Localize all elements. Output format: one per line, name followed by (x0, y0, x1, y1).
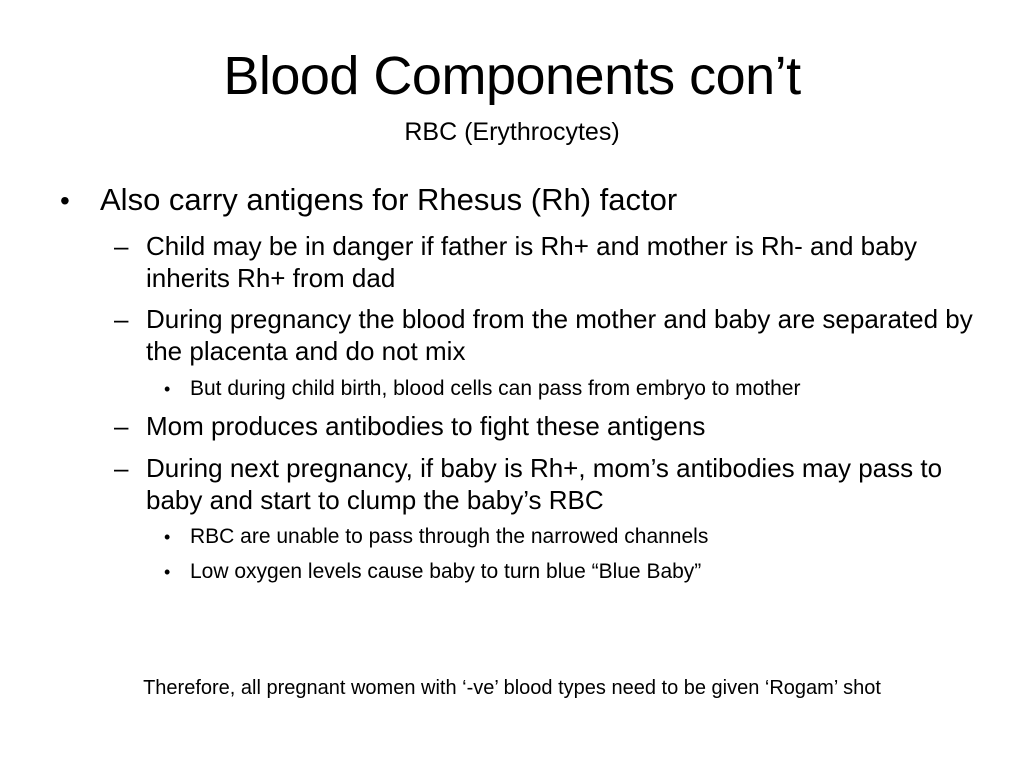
bullet-dot-icon: • (164, 562, 171, 582)
dash-bullet-icon: – (114, 411, 129, 441)
bullet-level3-blue-baby: Low oxygen levels cause baby to turn blue “Blue Baby” (190, 560, 702, 583)
bullet-dot-icon: • (164, 527, 171, 547)
slide-footer-note: Therefore, all pregnant women with ‘-ve’ blood types need to be given ‘Rogam’ shot (143, 677, 881, 699)
dash-bullet-icon: – (114, 304, 129, 334)
bullet-level2-placenta: During pregnancy the blood from the mother and baby are separated by the placenta and do not mix (146, 304, 973, 366)
bullet-level2-next-pregnancy: During next pregnancy, if baby is Rh+, mom’s antibodies may pass to baby and start to clump the baby’s RBC (146, 453, 943, 515)
slide-title: Blood Components con’t (223, 46, 801, 106)
bullet-level2-antibodies: Mom produces antibodies to fight these antigens (146, 411, 706, 441)
bullet-level3-narrowed-channels: RBC are unable to pass through the narrowed channels (190, 525, 709, 548)
bullet-level2-child-danger: Child may be in danger if father is Rh+ and mother is Rh- and baby inherits Rh+ from dad (146, 231, 918, 293)
dash-bullet-icon: – (114, 453, 129, 483)
bullet-level3-child-birth: But during child birth, blood cells can pass from embryo to mother (190, 377, 801, 400)
bullet-dot-icon: • (60, 185, 70, 216)
bullet-level1-rh-factor: Also carry antigens for Rhesus (Rh) factor (100, 182, 678, 217)
slide-subtitle: RBC (Erythrocytes) (404, 118, 620, 146)
dash-bullet-icon: – (114, 231, 129, 261)
bullet-dot-icon: • (164, 379, 171, 399)
